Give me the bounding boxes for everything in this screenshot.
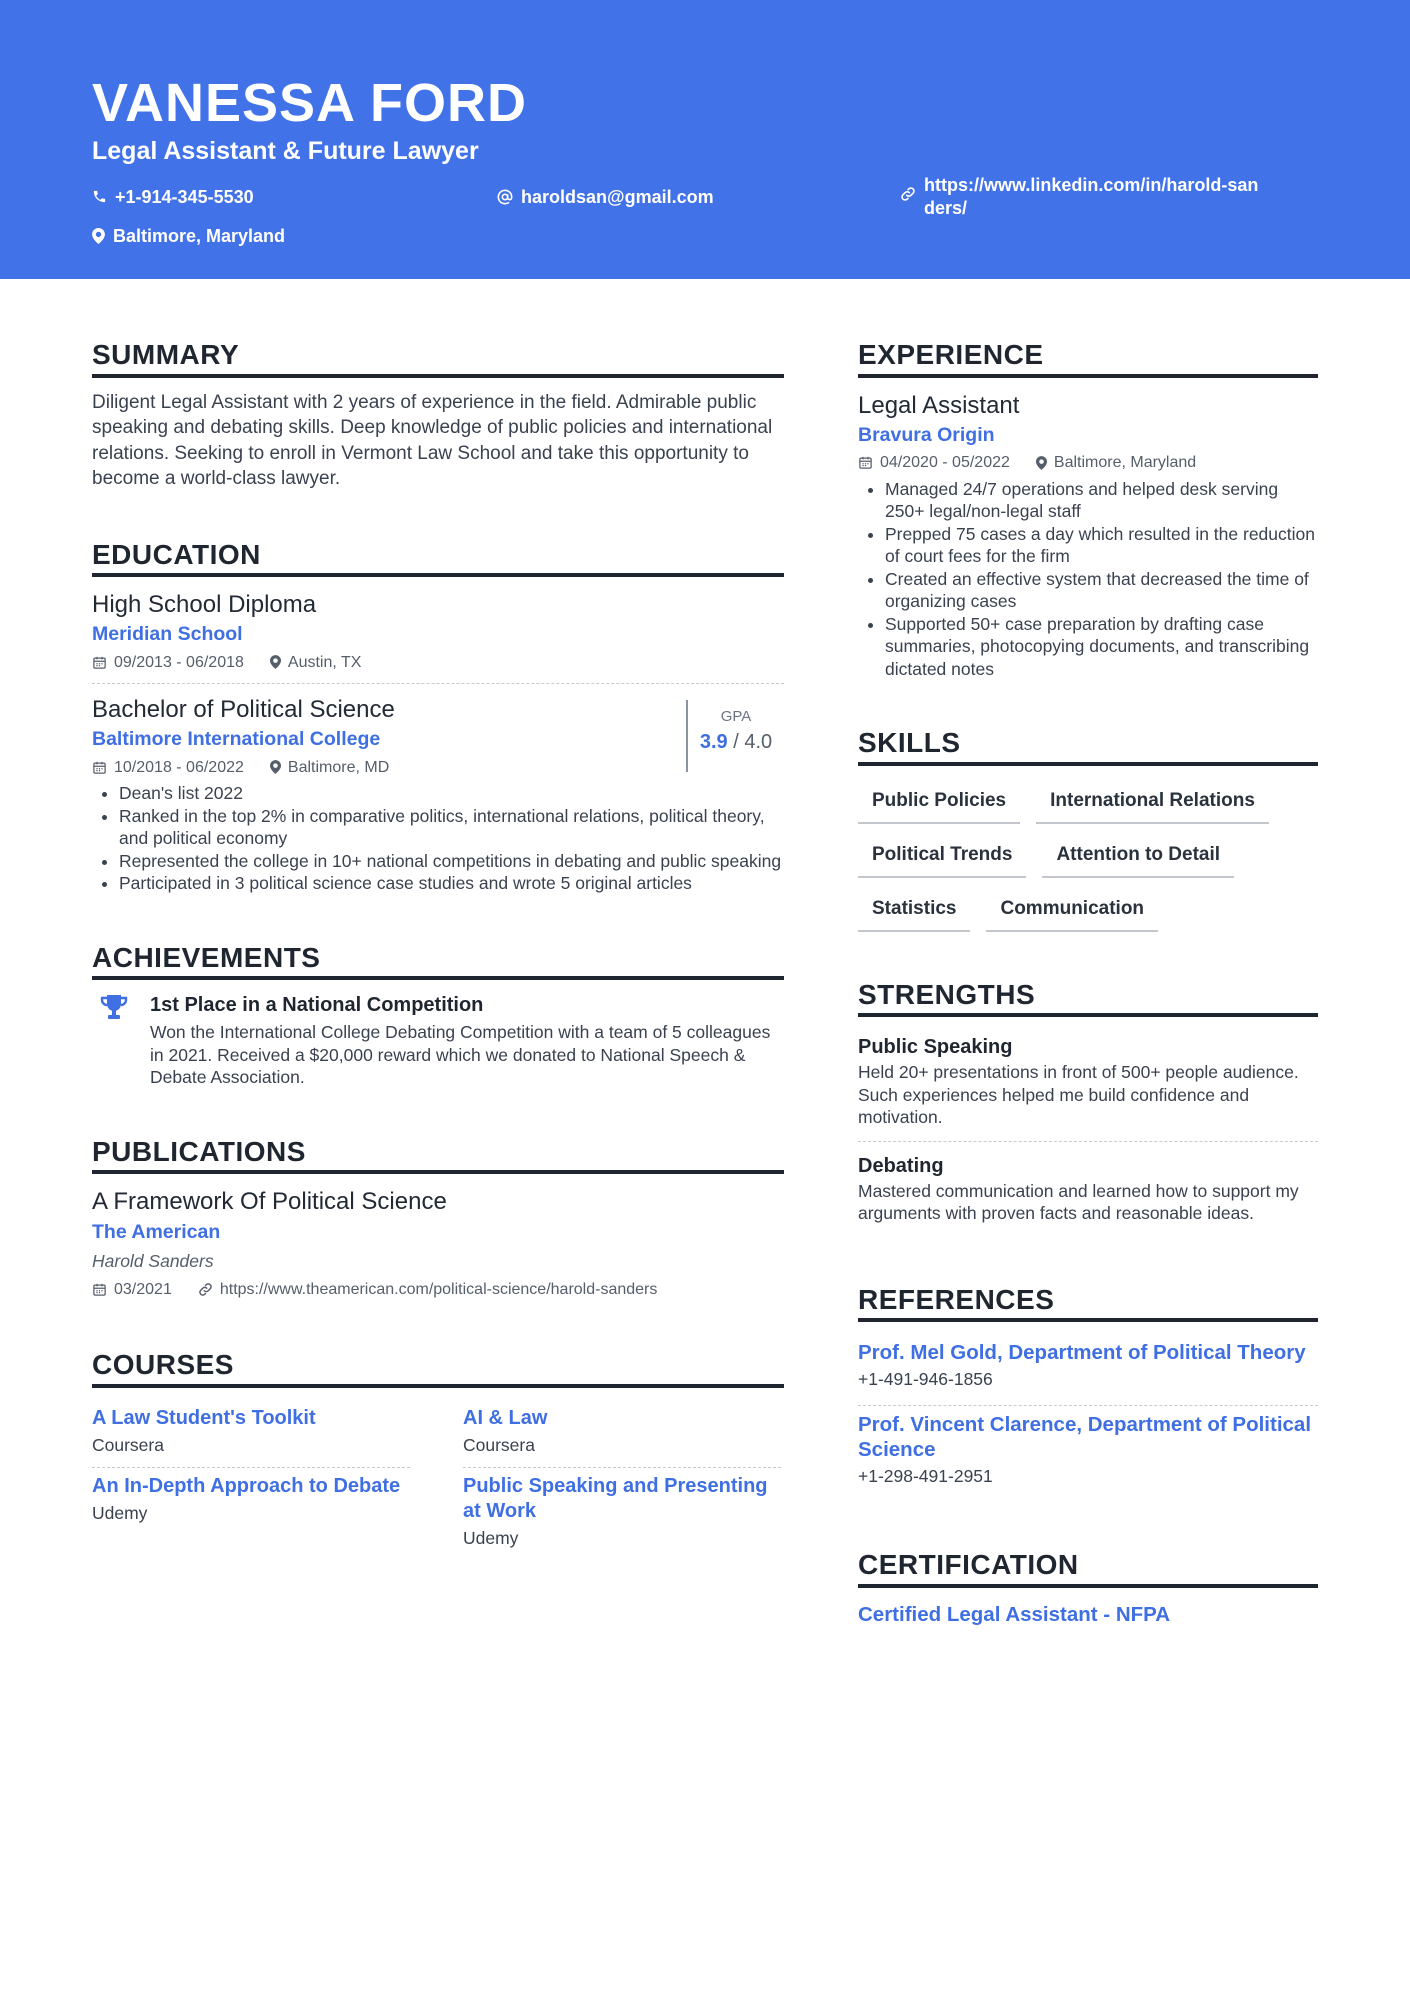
education-meta [92, 755, 784, 781]
skill-tag: Political Trends [858, 836, 1026, 878]
section-title: PUBLICATIONS [92, 1135, 784, 1175]
location-text: Baltimore, Maryland [113, 226, 286, 246]
skill-tag: International Relations [1036, 782, 1269, 824]
achievement-title: 1st Place in a National Competition [150, 994, 484, 1017]
candidate-name: VANESSA FORD [92, 73, 528, 133]
date-range [92, 650, 244, 676]
publication-item [92, 1186, 784, 1302]
degree-title: Bachelor of Political Science [92, 696, 395, 724]
skill-tag: Public Policies [858, 782, 1020, 824]
job-role: Legal Assistant [858, 391, 1020, 419]
publications-section [92, 1135, 784, 1302]
date-range [858, 450, 1010, 476]
section-title: SKILLS [858, 726, 1318, 766]
school-name: Meridian School [92, 623, 243, 646]
section-title: STRENGTHS [858, 978, 1318, 1018]
date-range [92, 755, 244, 781]
url-text: https://www.theamerican.com/political-science/harold-sanders [219, 1280, 658, 1298]
references-section [858, 1283, 1318, 1502]
linkedin-contact[interactable] [900, 174, 1270, 221]
date-text: 04/2020 - 05/2022 [880, 454, 1010, 472]
education-bullets [92, 782, 784, 895]
reference-item [858, 1406, 1318, 1502]
course-item [92, 1400, 410, 1468]
location-contact [92, 225, 285, 248]
strength-description: Held 20+ presentations in front of 500+ people audience. Such experiences helped me build confidence and motivation. [858, 1062, 1299, 1128]
gpa-score: 3.9 [699, 731, 728, 754]
date-text: 10/2018 - 06/2022 [114, 758, 244, 776]
reference-item [858, 1334, 1318, 1406]
strength-name: Debating [858, 1154, 944, 1177]
company-name: Bravura Origin [858, 423, 995, 446]
section-title: ACHIEVEMENTS [92, 941, 784, 981]
course-provider: Udemy [463, 1527, 519, 1548]
gpa-max: 4.0 [744, 731, 773, 754]
phone-text: +1-914-345-5530 [115, 187, 254, 207]
location [270, 755, 389, 781]
summary-section [92, 338, 784, 492]
education-item [92, 694, 784, 895]
certification-item: Certified Legal Assistant - NFPA [858, 1602, 1171, 1626]
skills-section [858, 726, 1318, 932]
calendar-icon [858, 455, 873, 470]
publication-meta [92, 1277, 784, 1303]
date-text: 03/2021 [114, 1280, 172, 1298]
location-text: Austin, TX [287, 653, 362, 671]
email-text: haroldsan@gmail.com [521, 187, 714, 207]
skill-tag: Statistics [858, 890, 970, 932]
degree-title: High School Diploma [92, 591, 317, 619]
education-section [92, 538, 784, 895]
publisher-name: The American [92, 1220, 221, 1243]
courses-grid [92, 1400, 784, 1560]
list-item: • Supported 50+ case preparation by drafting case summaries, photocopying documents, and transcribing dictated notes [885, 613, 1318, 681]
section-title: REFERENCES [858, 1283, 1318, 1323]
reference-name: Prof. Mel Gold, Department of Political Theory [858, 1341, 1306, 1365]
location-text: Baltimore, MD [287, 758, 390, 776]
location-pin-icon [270, 655, 281, 669]
strength-name: Public Speaking [858, 1036, 1013, 1059]
experience-bullets [858, 478, 1318, 681]
phone-contact[interactable] [92, 186, 254, 209]
strengths-section [858, 978, 1318, 1237]
link-icon [900, 186, 916, 202]
skill-tag: Attention to Detail [1042, 836, 1234, 878]
date-text: 09/2013 - 06/2018 [114, 653, 244, 671]
publication-date [92, 1277, 172, 1303]
section-title: SUMMARY [92, 338, 784, 378]
left-column [92, 338, 784, 1606]
gpa-label: GPA [720, 708, 752, 726]
location-pin-icon [270, 760, 281, 774]
strength-item [858, 1142, 1318, 1237]
trophy-icon [100, 994, 128, 1020]
calendar-icon [92, 1282, 107, 1297]
experience-item [858, 390, 1318, 681]
achievements-section [92, 941, 784, 1089]
course-provider: Udemy [92, 1502, 148, 1523]
publication-link[interactable] [198, 1277, 658, 1303]
course-item [463, 1468, 781, 1560]
course-item [463, 1400, 781, 1468]
education-item [92, 589, 784, 684]
gpa-separator: / [733, 731, 739, 754]
reference-name: Prof. Vincent Clarence, Department of Political Science [858, 1413, 1312, 1462]
reference-phone: +1-298-491-2951 [858, 1466, 993, 1487]
location [1036, 450, 1196, 476]
section-title: CERTIFICATION [858, 1548, 1318, 1588]
course-name: A Law Student's Toolkit [92, 1406, 316, 1429]
gpa-box [686, 700, 784, 772]
calendar-icon [92, 760, 107, 775]
at-icon [497, 189, 513, 205]
email-contact[interactable] [497, 186, 714, 209]
skills-list [858, 778, 1318, 932]
gpa-value [688, 731, 784, 754]
section-title: EXPERIENCE [858, 338, 1318, 378]
certification-section [858, 1548, 1318, 1630]
location [270, 650, 362, 676]
experience-meta [858, 450, 1318, 476]
calendar-icon [92, 655, 107, 670]
courses-section [92, 1348, 784, 1560]
course-name: Public Speaking and Presenting at Work [463, 1474, 768, 1522]
experience-section [858, 338, 1318, 680]
education-meta [92, 650, 784, 676]
section-title: COURSES [92, 1348, 784, 1388]
section-title: EDUCATION [92, 538, 784, 578]
list-item: • Prepped 75 cases a day which resulted in the reduction of court fees for the firm [885, 523, 1318, 568]
list-item: • Dean's list 2022 [119, 782, 784, 805]
list-item: • Represented the college in 10+ national competitions in debating and public speaking [119, 850, 784, 873]
course-name: An In-Depth Approach to Debate [92, 1474, 401, 1497]
list-item: • Created an effective system that decreased the time of organizing cases [885, 568, 1318, 613]
reference-phone: +1-491-946-1856 [858, 1369, 993, 1390]
resume-header [0, 0, 1410, 279]
strength-item [858, 1029, 1318, 1142]
candidate-title: Legal Assistant & Future Lawyer [92, 137, 479, 165]
linkedin-text: https://www.linkedin.com/in/harold-sanders/ [924, 175, 1259, 219]
skill-tag: Communication [986, 890, 1158, 932]
list-item: • Participated in 3 political science case studies and wrote 5 original articles [119, 872, 784, 895]
summary-text: Diligent Legal Assistant with 2 years of experience in the field. Admirable public speaking and debating skills. Deep knowledge of public policies and international relations. Seeking to enroll in Vermont Law School and take this opportunity to become a world-class lawyer. [92, 391, 773, 490]
right-column [858, 338, 1318, 1676]
course-provider: Coursera [463, 1434, 535, 1455]
strength-description: Mastered communication and learned how to support my arguments with proven facts and reasonable ideas. [858, 1180, 1299, 1224]
location-text: Baltimore, Maryland [1053, 454, 1197, 472]
location-pin-icon [1036, 456, 1047, 470]
school-name: Baltimore International College [92, 728, 381, 751]
location-pin-icon [92, 228, 105, 244]
phone-icon [92, 189, 107, 204]
achievement-item [100, 992, 784, 1089]
author-name: Harold Sanders [92, 1250, 214, 1271]
list-item: • Managed 24/7 operations and helped desk serving 250+ legal/non-legal staff [885, 478, 1318, 523]
course-provider: Coursera [92, 1434, 164, 1455]
course-name: AI & Law [463, 1406, 548, 1429]
achievement-description: Won the International College Debating Competition with a team of 5 colleagues in 2021. Received a $20,000 reward which we donated to National Speech & Debate Association. [150, 1022, 771, 1088]
list-item: • Ranked in the top 2% in comparative politics, international relations, political theory, and political economy [119, 805, 784, 850]
publication-title: A Framework Of Political Science [92, 1188, 447, 1216]
course-item [92, 1468, 410, 1560]
link-icon [198, 1282, 213, 1297]
